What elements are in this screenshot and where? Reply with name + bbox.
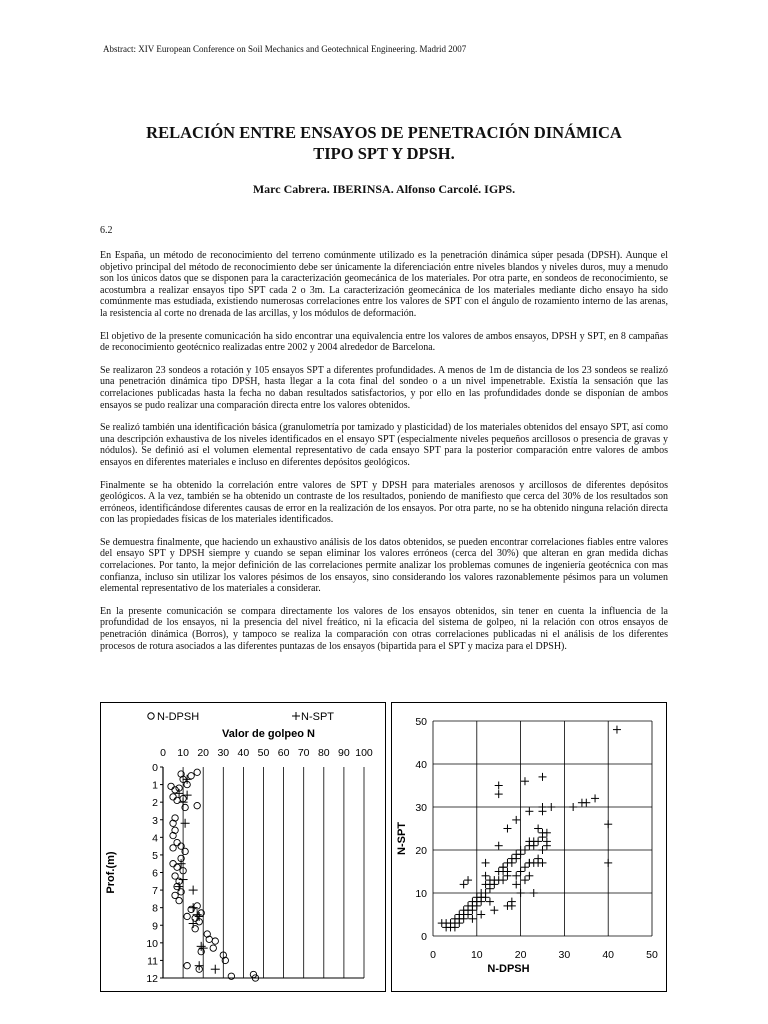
data-point	[503, 872, 511, 880]
data-point	[534, 825, 542, 833]
y-tick-label: 6	[152, 867, 158, 880]
data-point	[521, 876, 529, 884]
y-tick-label: 3	[152, 814, 158, 827]
data-point	[482, 872, 490, 880]
n-spt-point	[211, 965, 220, 974]
data-point	[525, 807, 533, 815]
y-axis-label: N-SPT	[396, 822, 408, 855]
data-point	[468, 915, 476, 923]
x-tick-label: 80	[317, 747, 330, 759]
abstract-body	[100, 250, 668, 663]
x-tick-label: 50	[646, 949, 658, 961]
y-tick-label: 40	[415, 759, 427, 771]
data-point	[482, 893, 490, 901]
y-tick-label: 1	[152, 779, 158, 792]
data-point	[547, 803, 555, 811]
data-point	[534, 837, 542, 845]
paragraph-5: Finalmente se ha obtenido la correlación entre valores de SPT y DPSH para materiales arenosos y arcillosos de diferentes depósitos geológicos. A la vez, también se ha obtenido un contraste de los resultados, poniendo de manifiesto que cerca del 30% de los resultados son erróneos, identificándose diferentes causas de error en la realización de los ensayos. Por otra parte, no se ha obtenido ninguna relación directa con las propiedades físicas de los materiales identificados.	[100, 479, 668, 526]
data-point	[486, 898, 494, 906]
chart-title: Valor de golpeo N	[222, 728, 315, 740]
data-point	[569, 803, 577, 811]
data-point	[486, 885, 494, 893]
data-point	[517, 889, 525, 897]
n-dpsh-point	[188, 773, 194, 779]
x-tick-label: 90	[338, 747, 350, 759]
paragraph-3: Se realizaron 23 sondeos a rotación y 105 ensayos SPT a diferentes profundidades. A menos de 1m de distancia de los 23 sondeos se realizó una penetración dinámica tipo DPSH, hasta llegar a la cota final del sondeo o a un nivel impenetrable. Existía la sensación que las correlaciones publicadas hasta la fecha no daban resultados satisfactorios, y por ello en las profundidades donde se disponían de ambos ensayos se pudo realizar una comparación directa entre los valores obtenidos.	[100, 364, 668, 411]
y-axis-label: Prof.(m)	[105, 851, 117, 894]
n-dpsh-point	[212, 938, 218, 944]
n-dpsh-point	[194, 802, 200, 808]
x-tick-label: 30	[217, 747, 230, 759]
y-tick-label: 9	[152, 920, 158, 933]
title-line-2: TIPO SPT Y DPSH.	[313, 144, 455, 163]
data-point	[499, 876, 507, 884]
y-tick-label: 10	[415, 888, 427, 900]
data-point	[512, 872, 520, 880]
data-point	[503, 825, 511, 833]
x-tick-label: 0	[160, 747, 166, 759]
data-point	[490, 880, 498, 888]
data-point	[455, 919, 463, 927]
paragraph-1: En España, un método de reconocimiento del terreno comúnmente utilizado es la penetración dinámica súper pesada (DPSH). Aunque el objetivo principal del método de reconocimiento debe ser únicamente la diferenciación entre niveles blandos y niveles duros, muy a menudo son los únicos datos que se disponen para la caracterización geomecánica de los materiales. Por otra parte, en sondeos de reconocimiento, se acostumbra a realizar ensayos tipo SPT cada 2 o 3m. La caracterización geomecánica de los materiales mediante dicho ensayo ha sido comúnmente mas estudiada, existiendo numerosas correlaciones entre los valores de SPT con el ángulo de rozamiento interno de las arenas, la resistencia al corte no drenada de las arcillas, y los módulos de deformación.	[100, 250, 668, 319]
y-tick-label: 10	[146, 937, 158, 950]
x-axis-label: N-DPSH	[487, 963, 530, 975]
n-dpsh-point	[170, 794, 176, 800]
y-tick-label: 0	[152, 762, 158, 774]
n-dpsh-point	[194, 769, 200, 775]
data-point	[517, 868, 525, 876]
data-point	[477, 911, 485, 919]
paragraph-2: El objetivo de la presente comunicación ha sido encontrar una equivalencia entre los valores de ambos ensayos, DPSH y SPT, en 8 campañas de reconocimiento geotécnico realizadas entre 2002 y 2004 alrededor de Barcelona.	[100, 330, 668, 354]
section-number: 6.2	[100, 225, 113, 236]
data-point	[464, 876, 472, 884]
data-point	[508, 898, 516, 906]
y-tick-label: 4	[152, 832, 158, 845]
data-point	[604, 859, 612, 867]
paper-title	[0, 122, 768, 164]
data-point	[539, 773, 547, 781]
n-dpsh-point	[184, 962, 190, 968]
x-tick-label: 60	[277, 747, 290, 759]
y-tick-label: 20	[415, 845, 427, 857]
y-tick-label: 5	[152, 849, 158, 862]
x-tick-label: 10	[470, 949, 483, 961]
n-spt-point	[183, 791, 192, 800]
y-tick-label: 7	[152, 885, 158, 898]
x-tick-label: 20	[197, 747, 210, 759]
y-tick-label: 8	[152, 902, 158, 915]
data-point	[604, 820, 612, 828]
n-spt-point	[199, 944, 208, 953]
n-dpsh-point	[170, 845, 176, 851]
y-tick-label: 11	[147, 955, 158, 968]
n-dpsh-point	[176, 897, 182, 903]
data-point	[539, 846, 547, 854]
n-spt-point	[189, 903, 198, 912]
x-tick-label: 0	[430, 949, 436, 961]
data-point	[539, 807, 547, 815]
data-point	[495, 790, 503, 798]
paragraph-6: Se demuestra finalmente, que haciendo un exhaustivo análisis de los datos obtenidos, se pueden encontrar correlaciones fiables entre valores del ensayo SPT y DPSH siempre y cuando se sepan eliminar los valores erróneos (cerca del 30%) que alteran en gran medida dichas correlaciones. Por tanto, la mejor definición de las correlaciones permite analizar los problemas comunes de ingeniería geotécnica con mas confianza, incluso sin utilizar los valores pésimos de los ensayos, sino considerando los valores razonablemente pésimos para un volumen elemental representativo de los materiales a considerar.	[100, 536, 668, 595]
n-spt-point	[179, 875, 188, 884]
legend-marker-n-spt	[292, 712, 300, 720]
data-point	[521, 846, 529, 854]
x-tick-label: 40	[602, 949, 615, 961]
n-dpsh-point	[170, 861, 176, 867]
data-point	[521, 777, 529, 785]
x-tick-label: 20	[514, 949, 527, 961]
legend-label-n-spt: N-SPT	[301, 711, 334, 723]
n-spt-point	[177, 859, 186, 868]
n-dpsh-point	[168, 783, 174, 789]
data-point	[477, 898, 485, 906]
authors: Marc Cabrera. IBERINSA. Alfonso Carcolé. IGPS.	[252, 182, 516, 196]
x-tick-label: 10	[177, 747, 189, 759]
data-point	[468, 906, 476, 914]
spt-vs-dpsh-chart	[391, 702, 667, 992]
paragraph-7: En la presente comunicación se compara directamente los valores de los ensayos obtenidos, sin tener en cuenta la influencia de la profundidad de los ensayos, ni la presencia del nivel freático, ni la eficacia del sistema de golpeo, ni la relación con otros ensayos de penetración dinámica (Borros), y tampoco se realiza la comparación con otras correlaciones publicadas ni el análisis de los diferentes procesos de rotura asociados a las diferentes puntazas de los ensayos (bipartida para el SPT y maciza para el DPSH).	[100, 605, 668, 652]
data-point	[543, 842, 551, 850]
n-spt-point	[181, 819, 190, 828]
y-tick-label: 12	[146, 973, 158, 985]
y-tick-label: 0	[421, 931, 427, 943]
data-point	[490, 906, 498, 914]
n-dpsh-point	[172, 787, 178, 793]
data-point	[530, 889, 538, 897]
data-point	[521, 863, 529, 871]
data-point	[582, 799, 590, 807]
title-line-1: RELACIÓN ENTRE ENSAYOS DE PENETRACIÓN DINÁMICA	[146, 123, 622, 142]
data-point	[525, 872, 533, 880]
x-tick-label: 40	[237, 747, 250, 759]
data-point	[451, 923, 459, 931]
data-point	[613, 726, 621, 734]
n-dpsh-point	[174, 864, 180, 870]
paragraph-4: Se realizó también una identificación básica (granulometría por tamizado y plasticidad) de los materiales obtenidos del ensayo SPT, así como una descripción exhaustiva de los niveles identificados en el ensayo SPT (especialmente niveles pequeños arcillosos o presencia de gravas y nódulos). Se definió así el volumen elemental representativo de cada ensayo SPT para la posterior comparación entre valores de ambos ensayos en diferentes materiales e incluso en diferentes depósitos geológicos.	[100, 422, 668, 468]
data-point	[499, 863, 507, 871]
n-dpsh-point	[184, 913, 190, 919]
data-point	[495, 842, 503, 850]
y-tick-label: 30	[415, 802, 427, 814]
data-point	[543, 829, 551, 837]
n-spt-point	[195, 912, 204, 921]
data-point	[539, 859, 547, 867]
data-point	[460, 915, 468, 923]
x-tick-label: 50	[257, 747, 270, 759]
n-dpsh-point	[210, 945, 216, 951]
data-point	[512, 880, 520, 888]
data-point	[512, 816, 520, 824]
data-point	[495, 782, 503, 790]
data-point	[482, 859, 490, 867]
data-point	[525, 859, 533, 867]
data-point	[473, 902, 481, 910]
running-header: Abstract: XIV European Conference on Soil Mechanics and Geotechnical Engineering. Madrid 2007	[103, 44, 467, 54]
x-tick-label: 100	[355, 747, 373, 759]
data-point	[530, 842, 538, 850]
n-spt-point	[189, 886, 198, 895]
legend-marker-n-dpsh	[148, 713, 154, 719]
x-tick-label: 30	[558, 949, 571, 961]
n-spt-point	[197, 942, 206, 951]
x-tick-label: 70	[297, 747, 310, 759]
data-point	[591, 794, 599, 802]
depth-profile-chart	[100, 702, 386, 992]
legend-label-n-dpsh: N-DPSH	[157, 711, 200, 723]
y-tick-label: 2	[152, 797, 158, 810]
y-tick-label: 50	[415, 716, 427, 728]
data-point	[460, 880, 468, 888]
data-point	[464, 911, 472, 919]
